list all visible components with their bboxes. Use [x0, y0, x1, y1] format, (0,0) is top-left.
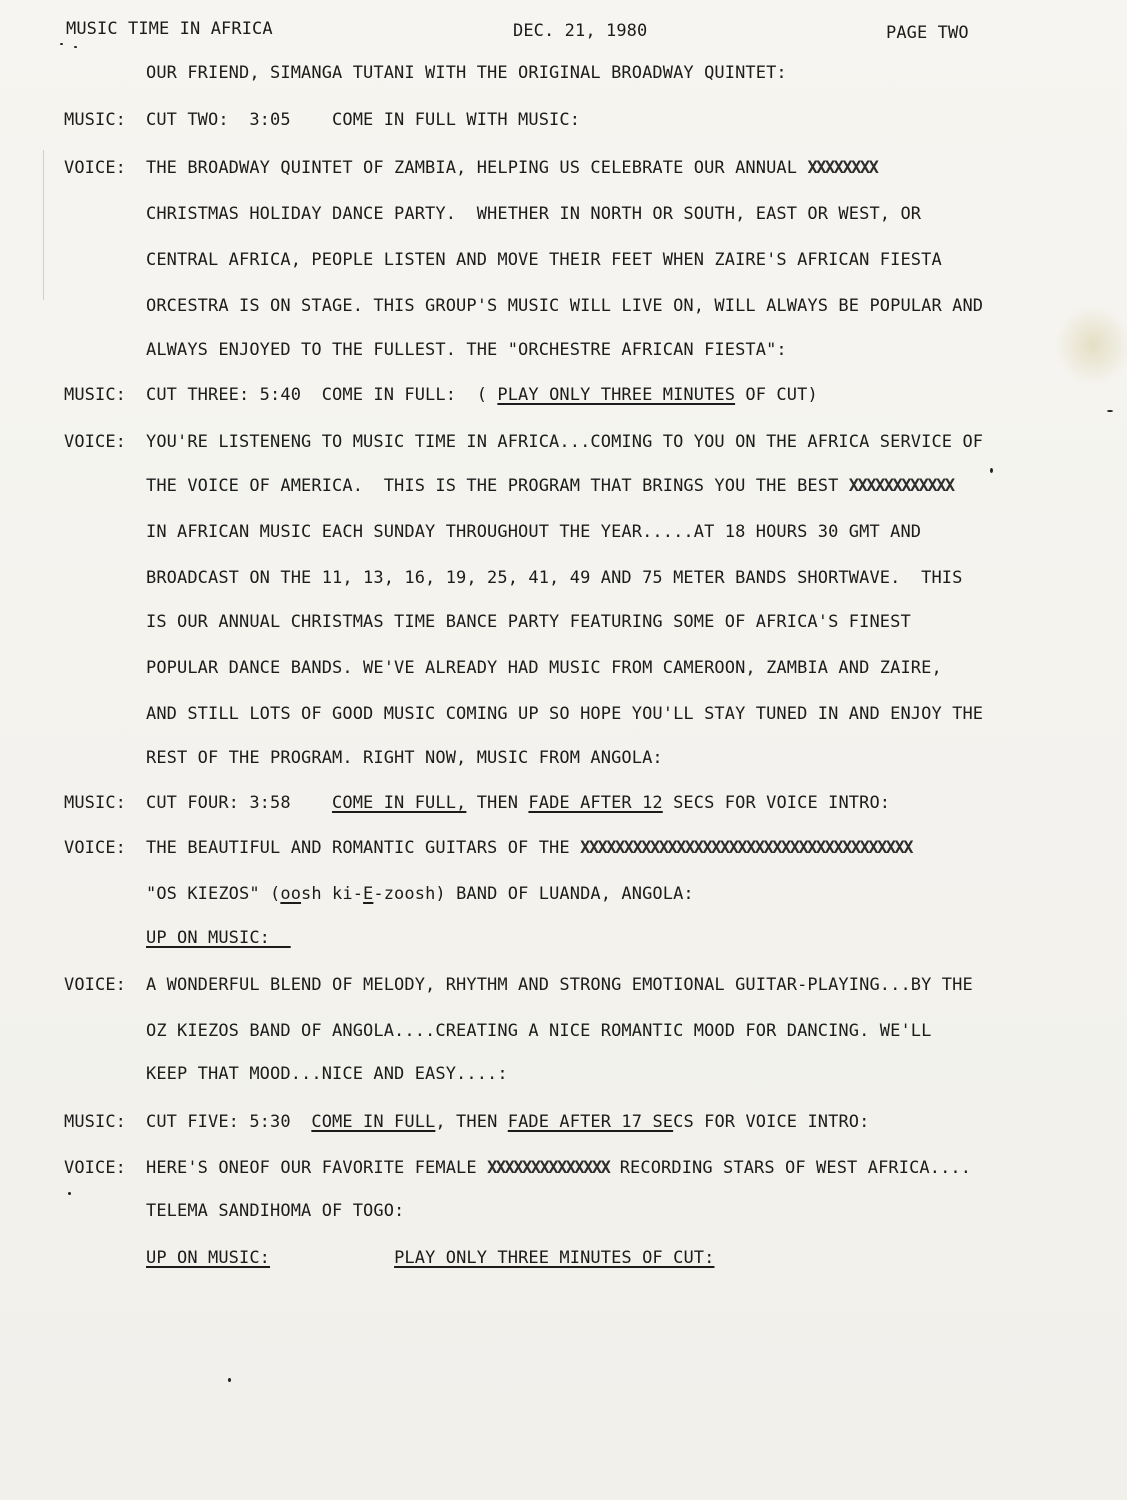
- line-text: [270, 1248, 394, 1268]
- cue-label: VOICE:: [64, 975, 127, 995]
- script-line-voice-3-b: [146, 884, 694, 904]
- underlined-text: E: [363, 884, 374, 904]
- line-text: OZ KIEZOS BAND OF ANGOLA....CREATING A NICE ROMANTIC MOOD FOR DANCING. WE'LL: [146, 1021, 932, 1041]
- line-text: KEEP THAT MOOD...NICE AND EASY....:: [146, 1064, 508, 1084]
- ink-speck: [1107, 410, 1113, 412]
- header-page-number: PAGE TWO: [886, 23, 969, 43]
- line-text: REST OF THE PROGRAM. RIGHT NOW, MUSIC FROM ANGOLA:: [146, 748, 663, 768]
- struck-out-text: XXXXXXXX: [807, 158, 878, 178]
- page-edge-shadow: [43, 150, 44, 300]
- script-line-music-cut-two: [146, 110, 580, 130]
- ink-speck: [990, 468, 993, 473]
- line-text: AND STILL LOTS OF GOOD MUSIC COMING UP SO HOPE YOU'LL STAY TUNED IN AND ENJOY THE: [146, 704, 984, 724]
- line-text: HERE'S ONEOF OUR FAVORITE FEMALE: [146, 1158, 488, 1178]
- line-text: POPULAR DANCE BANDS. WE'VE ALREADY HAD MUSIC FROM CAMEROON, ZAMBIA AND ZAIRE,: [146, 658, 942, 678]
- struck-out-text: XXXXXXXXXXXXXX: [487, 1158, 610, 1178]
- line-text: CENTRAL AFRICA, PEOPLE LISTEN AND MOVE THEIR FEET WHEN ZAIRE'S AFRICAN FIESTA: [146, 250, 942, 270]
- underlined-text: UP ON MUSIC:: [146, 928, 291, 948]
- script-line-voice-2-g: [146, 704, 983, 724]
- script-line-music-cut-four: [146, 793, 890, 813]
- script-line-voice-1-a: [146, 158, 877, 178]
- line-text: THEN: [466, 793, 529, 813]
- line-text: TELEMA SANDIHOMA OF TOGO:: [146, 1201, 405, 1221]
- cue-label: MUSIC:: [64, 110, 127, 130]
- ink-speck: [60, 43, 63, 45]
- ink-speck: [68, 1192, 71, 1195]
- script-line-voice-5-b: [146, 1201, 404, 1221]
- line-text: ORCESTRA IS ON STAGE. THIS GROUP'S MUSIC WILL LIVE ON, WILL ALWAYS BE POPULAR AND: [146, 296, 984, 316]
- cue-label: MUSIC:: [64, 1112, 127, 1132]
- underlined-text: COME IN FULL,: [332, 793, 467, 813]
- script-line-music-cut-three: [146, 385, 818, 405]
- script-line-voice-2-a: [146, 432, 983, 452]
- script-line-intro: [146, 63, 787, 83]
- underlined-text: oo: [280, 884, 302, 904]
- cue-label: MUSIC:: [64, 793, 127, 813]
- line-text: A WONDERFUL BLEND OF MELODY, RHYTHM AND STRONG EMOTIONAL GUITAR-PLAYING...BY THE: [146, 975, 973, 995]
- line-text: THE BEAUTIFUL AND ROMANTIC GUITARS OF THE: [146, 838, 581, 858]
- header-date: DEC. 21, 1980: [513, 21, 648, 41]
- script-line-voice-1-e: [146, 340, 787, 360]
- script-line-voice-2-b: [146, 476, 954, 496]
- line-text: CHRISTMAS HOLIDAY DANCE PARTY. WHETHER IN NORTH OR SOUTH, EAST OR WEST, OR: [146, 204, 922, 224]
- script-line-voice-3-a: [146, 838, 912, 858]
- underlined-text: FADE AFTER 17 SE: [507, 1112, 674, 1132]
- line-text: IS OUR ANNUAL CHRISTMAS TIME BANCE PARTY FEATURING SOME OF AFRICA'S FINEST: [146, 612, 911, 632]
- script-line-voice-1-b: [146, 204, 921, 224]
- script-line-music-cut-five: [146, 1112, 869, 1132]
- underlined-text: PLAY ONLY THREE MINUTES OF CUT:: [394, 1248, 715, 1268]
- script-line-voice-1-c: [146, 250, 942, 270]
- line-text: -zoosh) BAND OF LUANDA, ANGOLA:: [373, 884, 694, 904]
- ink-speck: [74, 46, 77, 48]
- script-line-voice-2-d: [146, 568, 962, 588]
- underlined-text: COME IN FULL: [311, 1112, 436, 1132]
- ink-speck: [228, 1378, 231, 1382]
- cue-label: VOICE:: [64, 158, 127, 178]
- script-line-voice-4-a: [146, 975, 973, 995]
- cue-label: MUSIC:: [64, 385, 127, 405]
- line-text: RECORDING STARS OF WEST AFRICA....: [609, 1158, 972, 1178]
- line-text: CUT FIVE: 5:30: [146, 1112, 312, 1132]
- struck-out-text: XXXXXXXXXXXXXXXXXXXXXXXXXXXXXXXXXXXXXX: [580, 838, 913, 858]
- underlined-text: UP ON MUSIC:: [146, 1248, 271, 1268]
- header-program-title: MUSIC TIME IN AFRICA: [66, 19, 273, 39]
- line-text: , THEN: [435, 1112, 508, 1132]
- line-text: THE BROADWAY QUINTET OF ZAMBIA, HELPING US CELEBRATE OUR ANNUAL: [146, 158, 808, 178]
- script-line-voice-4-b: [146, 1021, 931, 1041]
- script-line-up-on-music-1: [146, 928, 291, 948]
- script-line-voice-2-e: [146, 612, 911, 632]
- cue-label: VOICE:: [64, 1158, 127, 1178]
- script-line-voice-2-c: [146, 522, 921, 542]
- line-text: THE VOICE OF AMERICA. THIS IS THE PROGRAM THAT BRINGS YOU THE BEST: [146, 476, 849, 496]
- line-text: sh ki-: [301, 884, 364, 904]
- script-line-voice-2-h: [146, 748, 663, 768]
- script-line-voice-4-c: [146, 1064, 508, 1084]
- line-text: IN AFRICAN MUSIC EACH SUNDAY THROUGHOUT THE YEAR.....AT 18 HOURS 30 GMT AND: [146, 522, 922, 542]
- struck-out-text: XXXXXXXXXXXX: [848, 476, 954, 496]
- script-line-voice-5-a: [146, 1158, 971, 1178]
- line-text: SECS FOR VOICE INTRO:: [662, 793, 891, 813]
- script-line-up-on-music-2: [146, 1248, 714, 1268]
- line-text: CUT THREE: 5:40 COME IN FULL: (: [146, 385, 498, 405]
- underlined-text: FADE AFTER 12: [528, 793, 663, 813]
- line-text: CUT FOUR: 3:58: [146, 793, 333, 813]
- script-line-voice-1-d: [146, 296, 983, 316]
- cue-label: VOICE:: [64, 432, 127, 452]
- line-text: OUR FRIEND, SIMANGA TUTANI WITH THE ORIGINAL BROADWAY QUINTET:: [146, 63, 787, 83]
- line-text: YOU'RE LISTENENG TO MUSIC TIME IN AFRICA...COMING TO YOU ON THE AFRICA SERVICE OF: [146, 432, 984, 452]
- line-text: CUT TWO: 3:05 COME IN FULL WITH MUSIC:: [146, 110, 581, 130]
- line-text: CS FOR VOICE INTRO:: [673, 1112, 870, 1132]
- cue-label: VOICE:: [64, 838, 127, 858]
- line-text: "OS KIEZOS" (: [146, 884, 281, 904]
- script-line-voice-2-f: [146, 658, 942, 678]
- underlined-text: PLAY ONLY THREE MINUTES: [497, 385, 736, 405]
- line-text: ALWAYS ENJOYED TO THE FULLEST. THE "ORCHESTRE AFRICAN FIESTA":: [146, 340, 787, 360]
- line-text: OF CUT): [735, 385, 818, 405]
- line-text: BROADCAST ON THE 11, 13, 16, 19, 25, 41, 49 AND 75 METER BANDS SHORTWAVE. THIS: [146, 568, 963, 588]
